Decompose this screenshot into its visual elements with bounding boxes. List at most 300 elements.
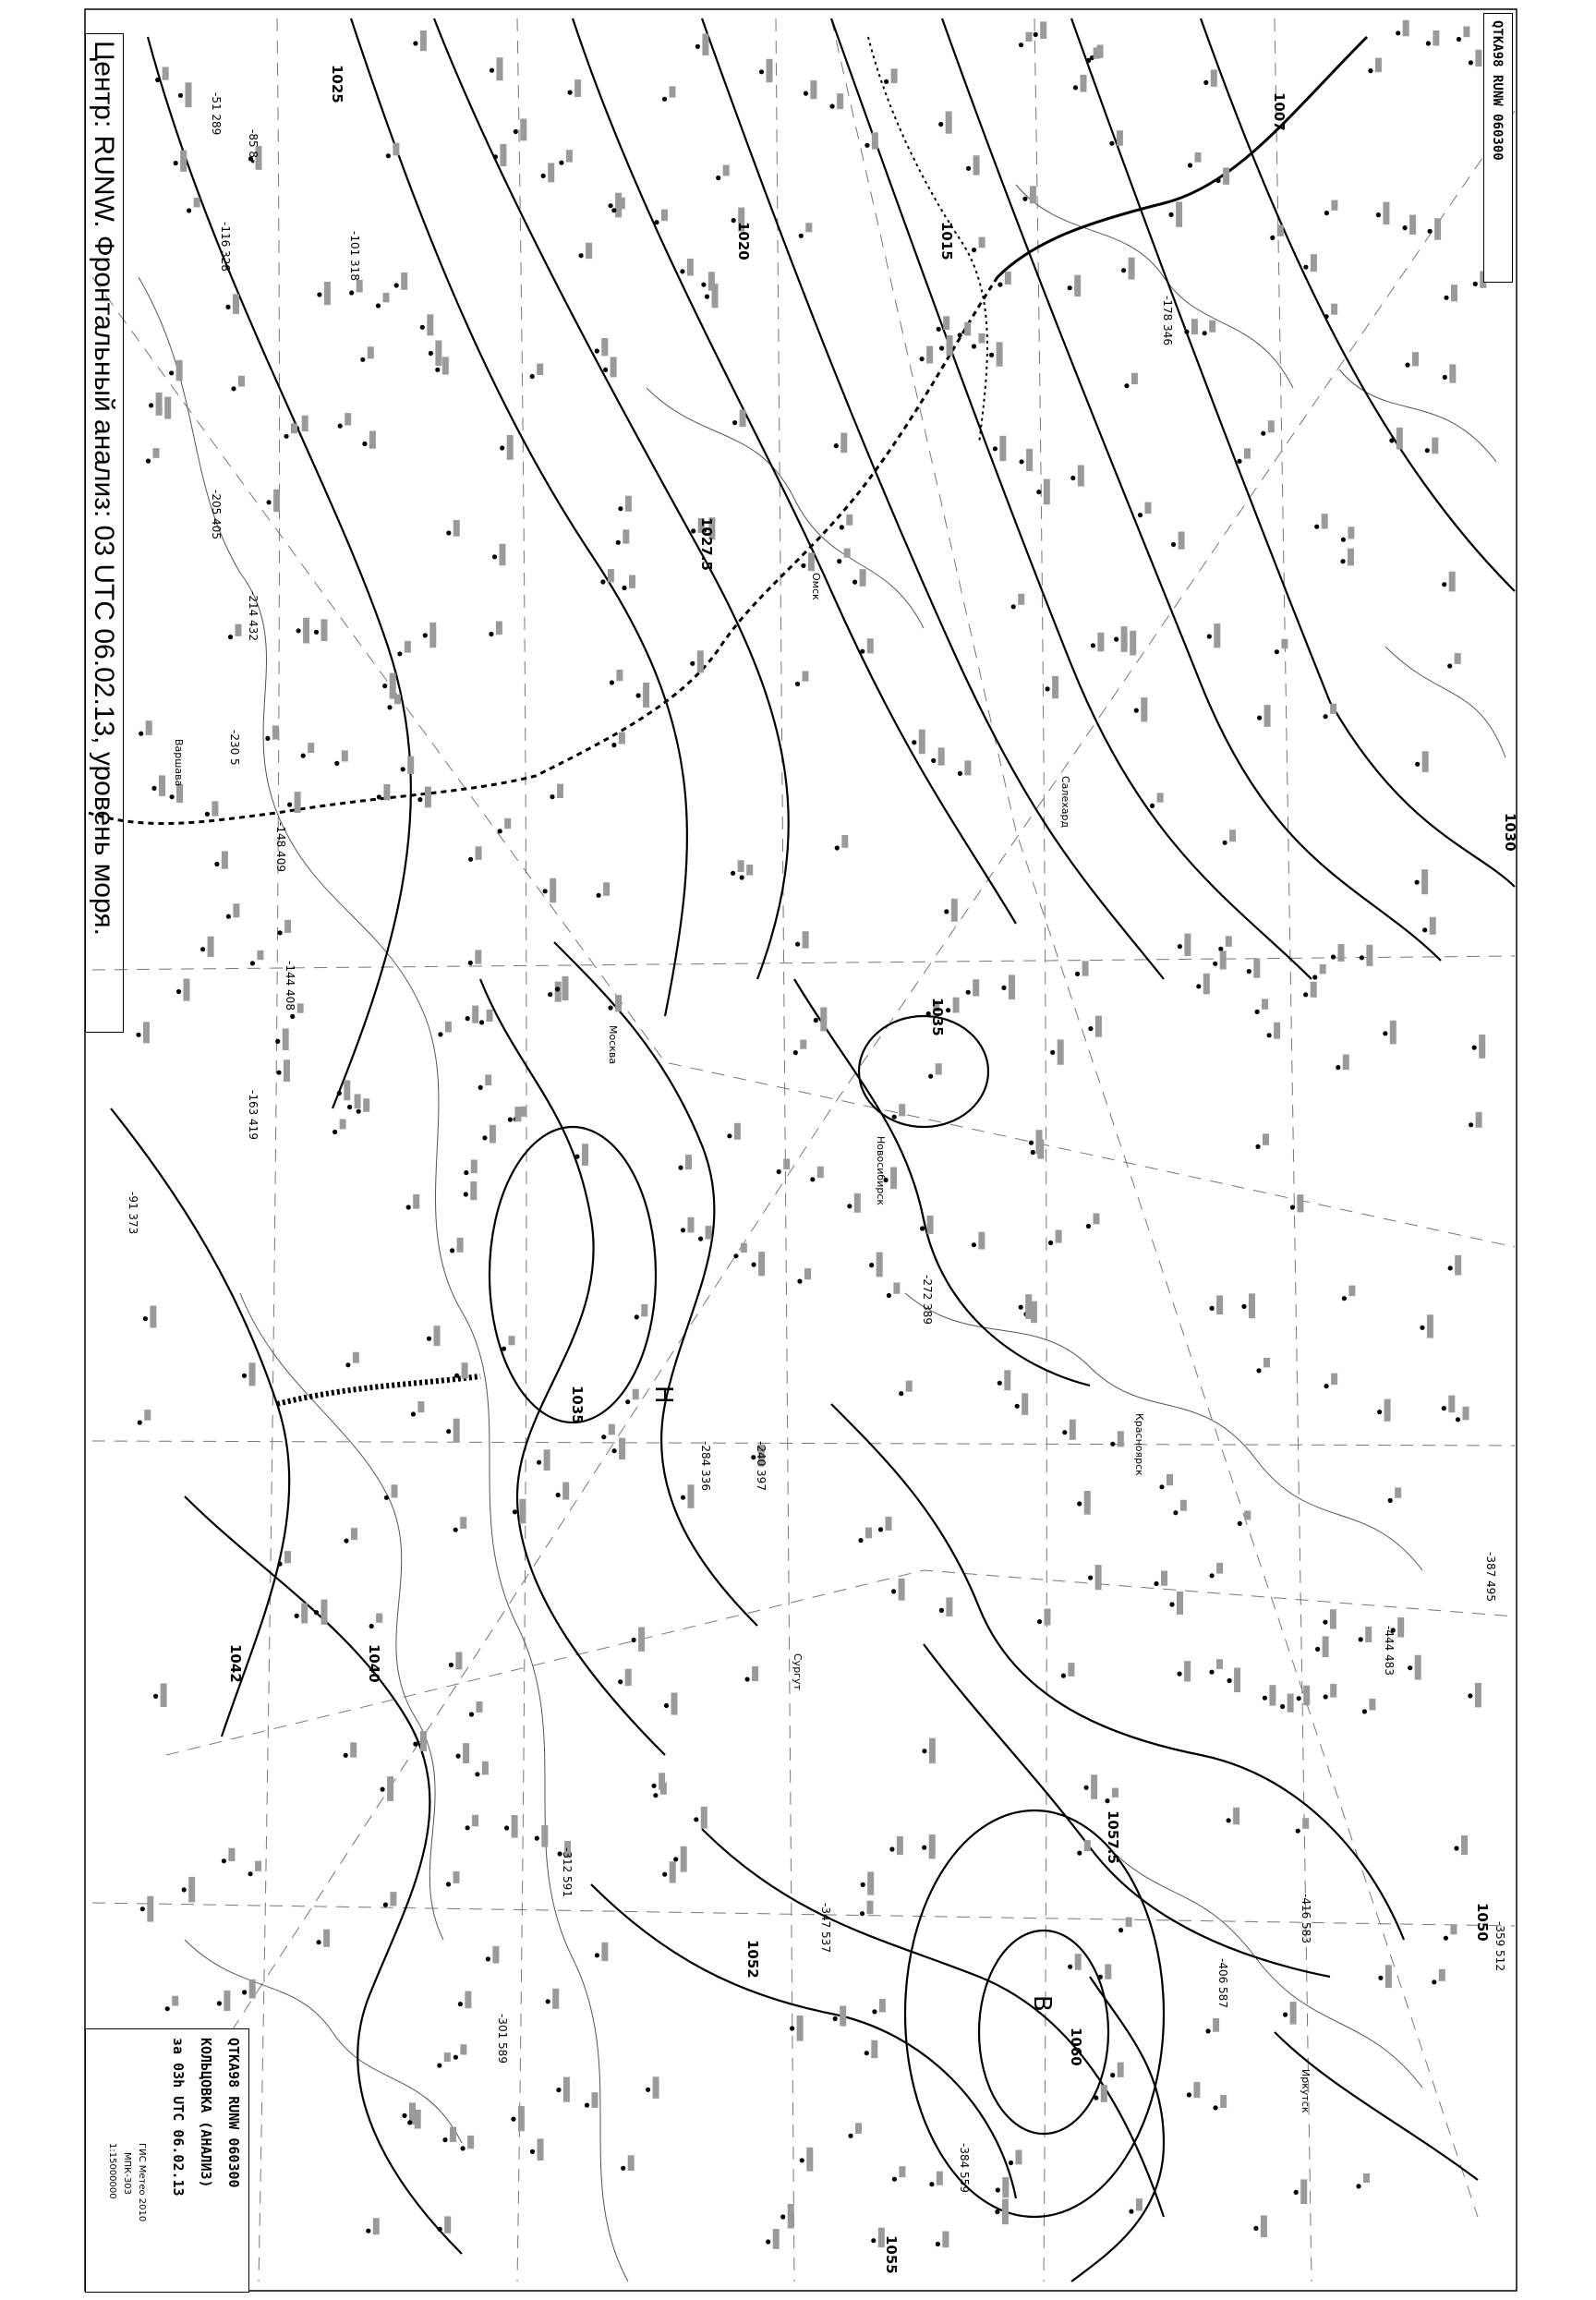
station-text-mark: [435, 341, 441, 367]
coastlines: [139, 185, 1505, 2282]
station-text-mark: [283, 1028, 289, 1050]
station-text-mark: [550, 878, 556, 902]
station-dot: [1323, 1620, 1327, 1625]
station-dot: [437, 2064, 441, 2068]
station-text-mark: [997, 342, 1003, 366]
station-dot: [766, 2239, 770, 2244]
station-dot: [446, 530, 451, 535]
station-text-mark: [1396, 428, 1403, 450]
station-text-mark: [738, 860, 744, 872]
station-dot: [1294, 2190, 1299, 2195]
station-text-mark: [1302, 1818, 1309, 1829]
station-dot: [556, 2088, 561, 2092]
station-dot: [1290, 1205, 1295, 1210]
station-text-mark: [628, 2155, 635, 2171]
station-dot: [453, 1528, 458, 1532]
station-dot: [621, 2166, 625, 2171]
station-dot: [1340, 559, 1345, 563]
station-dot: [386, 153, 391, 158]
station-dot: [1341, 538, 1346, 542]
station-value: -85 8∙: [247, 129, 260, 165]
station-text-mark: [208, 937, 214, 957]
station-text-mark: [1422, 751, 1429, 772]
station-text-mark: [1097, 633, 1104, 652]
legend-line-6: 1:15000000: [107, 2143, 117, 2199]
station-dot: [1360, 955, 1364, 960]
station-dot: [1356, 2184, 1360, 2188]
station-text-mark: [1300, 2179, 1307, 2204]
station-text-mark: [1297, 1194, 1303, 1212]
station-dot: [1247, 969, 1251, 974]
station-dot: [1114, 637, 1118, 642]
station-text-mark: [841, 835, 848, 848]
station-dot: [625, 1399, 630, 1404]
station-dot: [1150, 804, 1155, 808]
station-dot: [1237, 459, 1241, 464]
station-dot: [733, 1253, 738, 1258]
station-dot: [1432, 1979, 1436, 1984]
station-dot: [1472, 1046, 1477, 1050]
station-text-mark: [324, 282, 331, 305]
station-text-mark: [1244, 448, 1251, 458]
station-text-mark: [1262, 999, 1268, 1009]
station-text-mark: [629, 575, 635, 588]
station-text-mark: [1348, 549, 1354, 566]
station-dot: [752, 1263, 756, 1267]
station-text-mark: [297, 1003, 304, 1012]
station-dot: [929, 2182, 934, 2186]
station-text-mark: [1078, 466, 1084, 487]
station-dot: [1270, 236, 1275, 240]
station-dot: [1377, 1410, 1382, 1414]
station-dot: [1383, 1031, 1387, 1035]
isobar-label: 1015: [938, 222, 955, 260]
station-text-mark: [429, 623, 436, 648]
station-dot: [1068, 1965, 1072, 1969]
isobar-labels: [227, 65, 1518, 2274]
station-text-mark: [405, 641, 411, 653]
station-text-mark: [979, 333, 985, 344]
station-text-mark: [758, 1252, 765, 1276]
station-text-mark: [497, 57, 503, 80]
legend-line-3: за 03h UTC 06.02.13: [170, 2038, 187, 2197]
station-dot: [136, 1033, 140, 1037]
legend-line-2: КОЛЬЦОВКА (АНАЛИЗ): [198, 2038, 214, 2188]
station-text-mark: [1161, 1571, 1167, 1586]
station-dot: [514, 129, 518, 134]
station-text-mark: [1261, 2215, 1267, 2237]
station-dot: [295, 1614, 299, 1618]
station-text-mark: [1451, 284, 1457, 301]
station-dot: [1110, 1442, 1115, 1447]
station-dot: [998, 283, 1002, 287]
station-value: -101 318: [348, 231, 361, 281]
station-dot: [486, 1956, 490, 1961]
station-dot: [169, 370, 174, 375]
station-text-mark: [1220, 950, 1227, 969]
station-dot: [972, 248, 976, 252]
station-text-mark: [323, 1930, 330, 1947]
station-text-mark: [1415, 1655, 1421, 1680]
station-text-mark: [1375, 58, 1382, 73]
station-text-mark: [1348, 1286, 1355, 1297]
station-text-mark: [947, 335, 953, 356]
station-text-mark: [420, 1731, 427, 1751]
station-value: -178 346: [1161, 296, 1174, 345]
station-text-mark: [1311, 982, 1317, 998]
station-value: -116 328: [219, 222, 232, 272]
station-dot: [1253, 2226, 1258, 2231]
station-text-mark: [180, 151, 187, 172]
station-text-mark: [929, 1834, 936, 1858]
station-dot: [296, 628, 301, 633]
station-text-mark: [936, 1063, 942, 1074]
station-value: -240 397: [755, 1441, 768, 1491]
station-text-mark: [1390, 1021, 1396, 1045]
station-text-mark: [1075, 1954, 1082, 1970]
station-text-mark: [616, 670, 623, 681]
station-dot: [1473, 282, 1478, 286]
station-text-mark: [1233, 1808, 1239, 1825]
station-text-mark: [1016, 2150, 1022, 2165]
station-dot: [993, 446, 998, 451]
station-dot: [174, 161, 178, 165]
station-dot: [394, 283, 399, 287]
station-dot: [1213, 962, 1217, 966]
station-text-mark: [741, 1243, 747, 1253]
legend-line-4: ГИС Метео 2010: [137, 2143, 147, 2222]
station-dot: [543, 889, 548, 893]
fronts: [89, 37, 1367, 1404]
station-text-mark: [1463, 1407, 1469, 1421]
station-text-mark: [837, 93, 843, 109]
station-text-mark: [1366, 945, 1372, 966]
station-text-mark: [746, 865, 753, 876]
isobar-label: 1020: [735, 222, 752, 260]
station-dot: [1425, 448, 1430, 453]
station-dot: [611, 743, 616, 747]
station-dot: [537, 1460, 541, 1465]
station-text-mark: [1005, 272, 1011, 284]
station-dot: [1022, 197, 1027, 201]
station-text-mark: [927, 1216, 934, 1234]
station-dot: [337, 1091, 342, 1096]
station-dot: [618, 506, 623, 511]
station-text-mark: [688, 1484, 695, 1508]
station-dot: [601, 1434, 606, 1439]
station-text-mark: [1288, 1694, 1294, 1713]
station-text-mark: [1330, 1684, 1336, 1698]
station-text-mark: [899, 2166, 905, 2177]
station-dot: [1389, 438, 1394, 442]
station-text-mark: [1026, 32, 1033, 42]
station-text-mark: [475, 950, 481, 963]
station-value: -359 512: [1493, 1921, 1506, 1971]
station-text-mark: [541, 1825, 548, 1847]
station-text-mark: [383, 293, 390, 302]
station-dot: [276, 1071, 281, 1075]
station-text-mark: [442, 357, 449, 374]
station-text-mark: [899, 1579, 905, 1601]
station-dot: [1448, 1265, 1453, 1270]
station-text-mark: [369, 431, 376, 449]
station-dot: [420, 325, 425, 330]
station-dot: [442, 2137, 447, 2142]
station-dot: [611, 208, 616, 212]
station-text-mark: [1433, 30, 1439, 46]
station-text-mark: [671, 1693, 678, 1715]
station-text-mark: [1331, 200, 1337, 211]
station-dot: [438, 1032, 442, 1036]
station-text-mark: [1395, 1487, 1401, 1497]
station-dot: [1036, 490, 1041, 494]
station-dot: [453, 2055, 458, 2060]
station-dot: [1169, 1602, 1174, 1606]
station-dot: [1061, 1674, 1066, 1678]
station-dot: [609, 1006, 613, 1011]
station-text-mark: [249, 1979, 256, 1999]
station-text-mark: [734, 1123, 741, 1140]
station-text-mark: [1421, 869, 1428, 894]
station-dot: [860, 649, 864, 654]
station-dot: [182, 1887, 187, 1892]
isobar-label: 1040: [366, 1644, 382, 1683]
station-dot: [464, 1192, 468, 1196]
station-dot: [345, 1362, 350, 1367]
station-dot: [446, 1429, 451, 1434]
station-dot: [966, 166, 971, 171]
station-dot: [878, 1527, 883, 1531]
station-dot: [1403, 225, 1408, 230]
high-center-label: Н: [649, 1386, 677, 1404]
station-text-mark: [353, 1352, 359, 1363]
station-dot: [1315, 1647, 1320, 1652]
station-dot: [568, 91, 573, 95]
station-text-mark: [1193, 2082, 1200, 2098]
station-dot: [228, 635, 233, 639]
station-dot: [250, 961, 255, 965]
station-dot: [1178, 1672, 1182, 1677]
station-dot: [1034, 32, 1038, 37]
station-dot: [922, 1749, 926, 1753]
station-text-mark: [867, 638, 874, 653]
station-dot: [887, 1293, 891, 1298]
station-text-mark: [272, 725, 279, 739]
station-dot: [936, 2242, 940, 2246]
station-dot: [231, 386, 236, 391]
station-text-mark: [538, 2138, 544, 2161]
station-text-mark: [1216, 1659, 1223, 1669]
station-dot: [1171, 542, 1176, 547]
station-dot: [609, 203, 613, 208]
station-text-mark: [1025, 1294, 1032, 1319]
station-text-mark: [1214, 623, 1220, 648]
station-text-mark: [444, 2052, 451, 2062]
station-dot: [800, 2158, 804, 2162]
station-dot: [1257, 716, 1262, 720]
station-text-mark: [1475, 50, 1481, 67]
station-text-mark: [368, 346, 374, 358]
station-dot: [413, 41, 417, 45]
station-text-mark: [566, 150, 573, 162]
station-dot: [835, 845, 840, 850]
station-dot: [242, 1374, 247, 1378]
station-dot: [493, 154, 498, 159]
station-text-mark: [509, 1336, 515, 1345]
station-text-mark: [1449, 364, 1456, 382]
station-dot: [1062, 1430, 1067, 1434]
station-dot: [362, 442, 367, 446]
station-dot: [1368, 68, 1372, 73]
station-dot: [498, 829, 502, 833]
station-text-mark: [1136, 2198, 1143, 2210]
station-text-mark: [1439, 1969, 1445, 1981]
station-text-mark: [233, 294, 239, 314]
station-text-mark: [638, 1628, 645, 1652]
station-dot: [1086, 1224, 1091, 1229]
station-text-mark: [1331, 304, 1337, 315]
station-text-mark: [1475, 1683, 1481, 1708]
station-dot: [334, 761, 339, 766]
station-dot: [610, 680, 614, 684]
station-text-mark: [176, 784, 183, 803]
station-dot: [937, 327, 941, 332]
station-dot: [242, 1990, 247, 1994]
station-text-mark: [685, 1155, 692, 1169]
station-text-mark: [586, 243, 592, 259]
station-text-mark: [1203, 974, 1210, 995]
station-dot: [966, 990, 971, 995]
station-dot: [1187, 2092, 1191, 2097]
station-dot: [1261, 431, 1265, 436]
station-text-mark: [444, 2216, 451, 2233]
station-text-mark: [877, 1253, 883, 1277]
station-text-mark: [273, 490, 280, 512]
station-text-mark: [144, 1410, 151, 1421]
station-dot: [449, 1663, 453, 1667]
station-text-mark: [425, 787, 431, 808]
station-text-mark: [964, 760, 971, 775]
station-text-mark: [284, 1551, 291, 1563]
station-dot: [1207, 634, 1212, 638]
station-text-mark: [470, 1181, 477, 1200]
station-dot: [406, 1204, 411, 1209]
station-text-mark: [164, 397, 171, 419]
station-dot: [317, 1940, 321, 1944]
station-dot: [858, 1538, 863, 1543]
station-text-mark: [453, 520, 460, 537]
station-text-mark: [946, 112, 952, 134]
station-dot: [492, 554, 497, 559]
station-dot: [1312, 974, 1317, 979]
station-dot: [662, 1872, 667, 1877]
station-value: -163 419: [247, 1090, 260, 1140]
station-text-mark: [143, 1022, 150, 1043]
low-center-label: В: [1028, 1995, 1056, 2012]
station-dot: [920, 1226, 925, 1230]
station-text-mark: [514, 1107, 521, 1121]
place-name: Варшава: [173, 739, 185, 787]
station-dot: [1029, 1141, 1034, 1145]
station-dot: [1223, 841, 1227, 845]
station-dot: [347, 1105, 352, 1109]
station-text-mark: [321, 1600, 328, 1625]
station-text-mark: [619, 198, 625, 210]
station-text-mark: [897, 1836, 903, 1855]
station-dot: [1020, 459, 1024, 464]
station-text-mark: [1002, 2177, 1009, 2197]
station-dot: [595, 1953, 599, 1957]
station-dot: [1105, 1798, 1109, 1803]
station-text-mark: [871, 2040, 877, 2059]
page-title: Центр: RUNW. Фронтальный анализ: 03 UTC 06.02.13, уровень моря.: [89, 41, 119, 936]
station-value: -230 5: [228, 730, 241, 766]
station-dot: [287, 803, 292, 807]
station-text-mark: [625, 1669, 632, 1686]
station-text-mark: [387, 1776, 393, 1801]
station-dot: [804, 91, 808, 96]
isobar-label: 1030: [1502, 813, 1518, 852]
station-text-mark: [611, 357, 617, 377]
station-text-mark: [176, 360, 183, 381]
station-text-mark: [450, 2127, 456, 2142]
station-dot: [301, 754, 306, 758]
station-dot: [928, 1074, 933, 1079]
station-dot: [864, 2051, 869, 2055]
station-text-mark: [222, 852, 228, 869]
station-text-mark: [964, 322, 971, 336]
station-dot: [1469, 60, 1473, 65]
station-text-mark: [592, 2092, 598, 2108]
station-text-mark: [1213, 2018, 1219, 2032]
station-dot: [226, 914, 231, 919]
station-dot: [153, 1694, 158, 1699]
station-dot: [530, 374, 535, 379]
station-text-mark: [544, 1449, 550, 1471]
station-dot: [490, 68, 494, 73]
station-text-mark: [1112, 1788, 1118, 1798]
station-dot: [468, 857, 473, 862]
station-text-mark: [1084, 1491, 1091, 1515]
station-text-mark: [999, 436, 1006, 461]
station-text-mark: [670, 1861, 676, 1882]
station-text-mark: [633, 1389, 639, 1400]
station-dot: [780, 2214, 785, 2219]
station-dot: [146, 459, 151, 464]
station-text-mark: [1184, 1661, 1191, 1681]
station-text-mark: [723, 165, 730, 176]
station-dot: [1324, 211, 1329, 215]
station-text-mark: [500, 144, 506, 166]
station-dot: [427, 1337, 431, 1341]
station-text-mark: [184, 979, 190, 1001]
station-text-mark: [482, 1761, 489, 1775]
station-dot: [1129, 2209, 1133, 2214]
station-text-mark: [1269, 1685, 1276, 1705]
station-text-mark: [1009, 974, 1015, 999]
station-dot: [681, 1228, 685, 1232]
station-text-mark: [1455, 1255, 1461, 1276]
place-name: Иркутск: [1300, 2069, 1312, 2113]
station-text-mark: [1403, 20, 1409, 37]
station-text-mark: [308, 743, 314, 753]
station-dot: [691, 528, 695, 533]
station-text-mark: [1074, 275, 1081, 297]
station-text-mark: [376, 1614, 382, 1623]
station-dot: [889, 1846, 894, 1851]
station-text-mark: [1118, 1431, 1124, 1447]
station-text-mark: [153, 448, 160, 458]
